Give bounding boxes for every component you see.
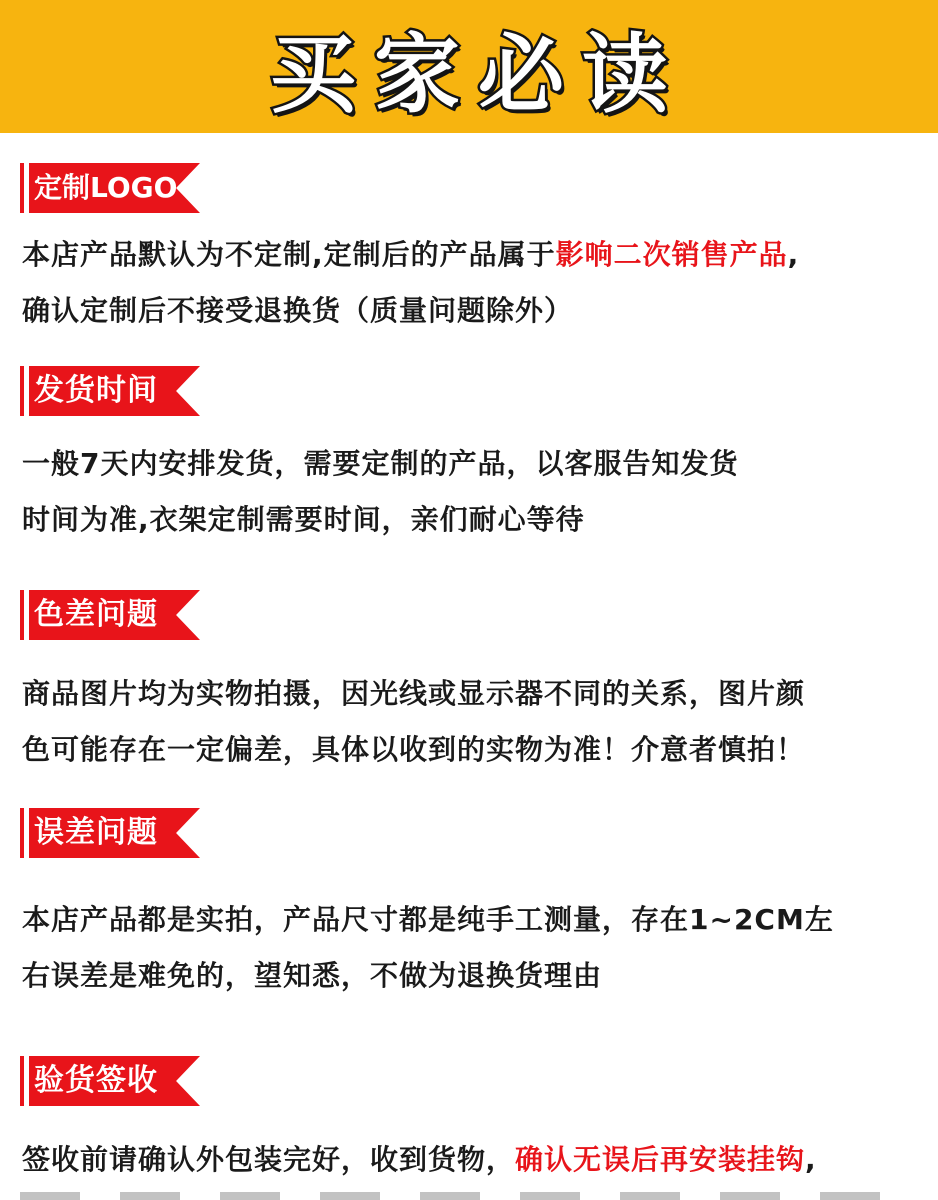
header-banner <box>0 0 938 133</box>
section-tag <box>20 366 200 416</box>
section-tag <box>20 590 200 640</box>
section-title: 验货签收 <box>34 1063 158 1098</box>
section-tag <box>20 1056 200 1106</box>
page-title: 买家必读 <box>270 24 686 125</box>
text-line: 签收前请确认外包装完好，收到货物，确认无误后再安装挂钩, <box>22 1143 817 1176</box>
section-text <box>22 436 932 548</box>
section-text <box>22 892 932 1004</box>
section-text <box>22 666 932 778</box>
section-title: 定制LOGO <box>34 171 178 204</box>
text-line: 时间为准,衣架定制需要时间，亲们耐心等待 <box>22 503 585 536</box>
tag-accent-bar <box>20 590 24 640</box>
section-title: 色差问题 <box>34 597 158 632</box>
highlight-text: 影响二次销售产品 <box>555 238 788 271</box>
cut-off-next-line <box>20 1192 920 1200</box>
section-title: 发货时间 <box>34 373 158 408</box>
highlight-text: 确认无误后再安装挂钩 <box>515 1143 806 1176</box>
text-line: 右误差是难免的，望知悉，不做为退换货理由 <box>22 959 603 992</box>
tag-accent-bar <box>20 808 24 858</box>
text-line: 本店产品都是实拍，产品尺寸都是纯手工测量，存在1~2CM左 <box>22 903 834 936</box>
text-line: 一般7天内安排发货，需要定制的产品，以客服告知发货 <box>22 447 739 480</box>
tag-accent-bar <box>20 366 24 416</box>
section-tag <box>20 163 200 213</box>
section-title: 误差问题 <box>34 815 158 850</box>
tag-accent-bar <box>20 163 24 213</box>
tag-accent-bar <box>20 1056 24 1106</box>
section-tag <box>20 808 200 858</box>
text-line: 确认定制后不接受退换货（质量问题除外） <box>22 294 574 327</box>
section-text <box>22 1132 932 1188</box>
section-text <box>22 227 932 339</box>
text-line: 商品图片均为实物拍摄，因光线或显示器不同的关系，图片颜 <box>22 677 806 710</box>
text-line: 色可能存在一定偏差，具体以收到的实物为准！介意者慎拍！ <box>22 733 806 766</box>
text-line: 本店产品默认为不定制,定制后的产品属于影响二次销售产品, <box>22 238 800 271</box>
